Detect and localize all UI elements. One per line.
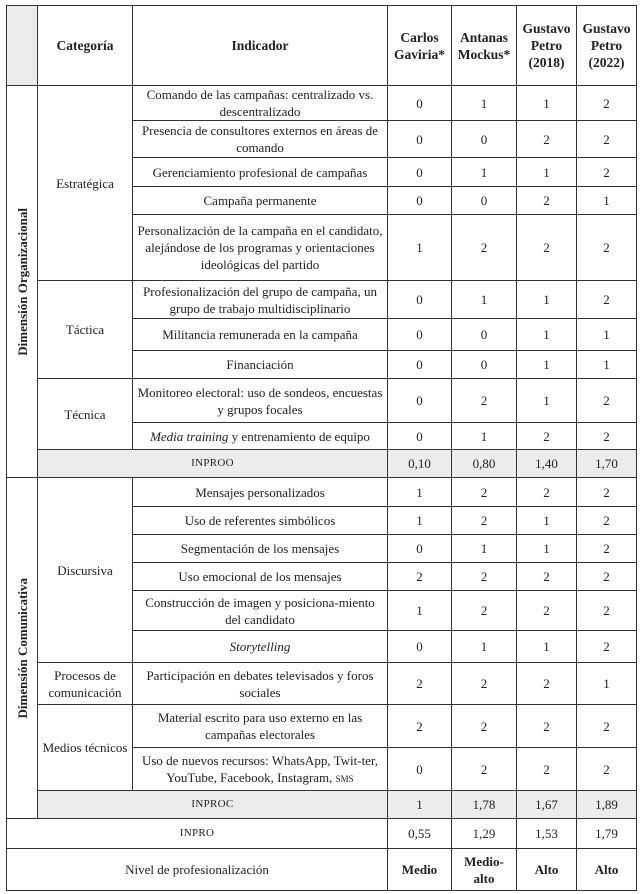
category-cell: Táctica (38, 281, 133, 379)
indicator-cell (133, 215, 388, 281)
table-row (7, 705, 637, 748)
header-row (7, 6, 637, 86)
score-cell: 1 (517, 507, 577, 535)
score-cell: 0 (388, 379, 452, 423)
score-cell: 1 (577, 351, 637, 379)
subtotal-value: 0,10 (388, 450, 452, 478)
score-cell: 1 (452, 535, 517, 563)
score-cell: 2 (388, 705, 452, 748)
level-row-value: Medio (388, 849, 452, 891)
subtotal-row (7, 791, 637, 819)
score-cell: 0 (388, 121, 452, 158)
subtotal-value: 1,70 (577, 450, 637, 478)
indicator-cell (133, 86, 388, 121)
indicator-text: Comando de las campañas: centralizado vs. descentralizado (146, 87, 374, 119)
score-cell: 2 (517, 591, 577, 631)
score-cell: 1 (452, 423, 517, 450)
indicator-cell (133, 705, 388, 748)
subtotal-row (7, 450, 637, 478)
score-cell: 0 (452, 351, 517, 379)
indicator-text: Profesionalización del grupo de campaña, un grupo de trabajo multidisciplinario (143, 283, 377, 316)
score-cell: 1 (517, 281, 577, 319)
total-row-value: 1,79 (577, 819, 637, 849)
total-row-value: 0,55 (388, 819, 452, 849)
score-cell: 1 (388, 507, 452, 535)
indicator-text: Presencia de consultores externos en áreas de comando (141, 123, 379, 155)
score-cell: 2 (577, 423, 637, 450)
score-cell: 0 (388, 187, 452, 215)
indicator-cell (133, 563, 388, 591)
score-cell: 2 (452, 379, 517, 423)
score-cell: 2 (452, 507, 517, 535)
score-cell: 0 (452, 187, 517, 215)
score-cell: 0 (388, 748, 452, 791)
score-cell: 2 (577, 591, 637, 631)
score-cell: 0 (388, 535, 452, 563)
indicator-text: Uso emocional de los mensajes (178, 569, 342, 584)
score-cell: 1 (517, 631, 577, 663)
table-row (7, 478, 637, 507)
indicator-text: Financiación (226, 357, 294, 372)
score-cell: 2 (577, 86, 637, 121)
score-cell: 2 (517, 423, 577, 450)
indicator-cell (133, 158, 388, 187)
professionalization-table (6, 5, 637, 891)
subtotal-value: 1,67 (517, 791, 577, 819)
indicator-text: Monitoreo electoral: uso de sondeos, encuestas y grupos focales (137, 384, 383, 417)
subtotal-label: INPROO (38, 450, 388, 478)
indicator-text: Uso de nuevos recursos: WhatsApp, Twit-ter, YouTube, Facebook, Instagram, (141, 753, 379, 785)
score-cell: 2 (517, 478, 577, 507)
score-cell: 2 (517, 663, 577, 705)
score-cell: 0 (388, 631, 452, 663)
indicator-cell (133, 281, 388, 319)
total-row-label: INPRO (7, 819, 388, 849)
score-cell: 1 (452, 631, 517, 663)
score-cell: 2 (577, 281, 637, 319)
score-cell: 1 (577, 319, 637, 351)
header-candidate: Gustavo Petro (2018) (517, 6, 577, 86)
subtotal-value: 1,89 (577, 791, 637, 819)
score-cell: 1 (388, 215, 452, 281)
indicator-cell (133, 535, 388, 563)
indicator-cell (133, 663, 388, 705)
indicator-text: Campaña permanente (203, 193, 317, 208)
indicator-text: Media training (150, 428, 229, 444)
score-cell: 1 (388, 478, 452, 507)
score-cell: 1 (517, 158, 577, 187)
score-cell: 2 (452, 748, 517, 791)
score-cell: 0 (388, 319, 452, 351)
score-cell: 1 (517, 86, 577, 121)
score-cell: 1 (452, 281, 517, 319)
score-cell: 1 (452, 86, 517, 121)
indicator-text: sms (335, 770, 354, 785)
indicator-cell (133, 631, 388, 663)
subtotal-value: 1 (388, 791, 452, 819)
dimension-cell (7, 478, 38, 819)
score-cell: 2 (517, 121, 577, 158)
score-cell: 2 (577, 535, 637, 563)
score-cell: 0 (388, 351, 452, 379)
indicator-text: Construcción de imagen y posiciona-miento del candidato (145, 594, 375, 627)
score-cell: 0 (388, 86, 452, 121)
subtotal-value: 1,78 (452, 791, 517, 819)
subtotal-label: INPROC (38, 791, 388, 819)
indicator-text: Personalización de la campaña en el candidato, alejándose de los programas y orientaciones ideológicas del partido (137, 223, 383, 272)
score-cell: 2 (388, 663, 452, 705)
subtotal-value: 1,40 (517, 450, 577, 478)
indicator-cell (133, 591, 388, 631)
indicator-cell (133, 319, 388, 351)
score-cell: 0 (388, 423, 452, 450)
score-cell: 1 (577, 187, 637, 215)
indicator-text: Mensajes personalizados (195, 484, 325, 500)
total-row (7, 819, 637, 849)
score-cell: 2 (577, 215, 637, 281)
score-cell: 2 (517, 563, 577, 591)
table-row (7, 663, 637, 705)
indicator-cell (133, 379, 388, 423)
score-cell: 2 (577, 121, 637, 158)
indicator-cell (133, 748, 388, 791)
score-cell: 0 (452, 319, 517, 351)
score-cell: 0 (388, 281, 452, 319)
header-indicator: Indicador (133, 6, 388, 86)
score-cell: 1 (517, 535, 577, 563)
indicator-cell (133, 507, 388, 535)
indicator-text: Segmentación de los mensajes (180, 541, 340, 556)
score-cell: 2 (577, 158, 637, 187)
dimension-label: Dimensión Organizacional (14, 207, 30, 356)
total-row-value: 1,53 (517, 819, 577, 849)
level-row-value: Alto (517, 849, 577, 891)
score-cell: 1 (577, 663, 637, 705)
score-cell: 2 (452, 591, 517, 631)
indicator-text: y entrenamiento de equipo (228, 428, 370, 444)
category-cell: Procesos de comunicación (38, 663, 133, 705)
table-row (7, 281, 637, 319)
dimension-cell (7, 86, 38, 478)
header-candidate: Carlos Gaviria* (388, 6, 452, 86)
header-candidate: Gustavo Petro (2022) (577, 6, 637, 86)
score-cell: 1 (517, 379, 577, 423)
category-cell: Técnica (38, 379, 133, 450)
header-candidate: Antanas Mockus* (452, 6, 517, 86)
score-cell: 2 (517, 187, 577, 215)
total-row-value: 1,29 (452, 819, 517, 849)
score-cell: 2 (388, 563, 452, 591)
level-row-label: Nivel de profesionalización (7, 849, 388, 891)
score-cell: 2 (577, 478, 637, 507)
header-dimension (7, 6, 38, 86)
table-row (7, 379, 637, 423)
indicator-text: Militancia remunerada en la campaña (162, 327, 358, 342)
table-row (7, 86, 637, 121)
indicator-text: Material escrito para uso externo en las campañas electorales (157, 710, 363, 742)
indicator-text: Participación en debates televisados y foros sociales (146, 667, 374, 700)
level-row (7, 849, 637, 891)
score-cell: 1 (388, 591, 452, 631)
category-cell: Discursiva (38, 478, 133, 663)
indicator-cell (133, 423, 388, 450)
score-cell: 2 (452, 563, 517, 591)
dimension-label: Dimensión Comunicativa (14, 577, 30, 719)
score-cell: 1 (517, 351, 577, 379)
indicator-cell (133, 351, 388, 379)
category-cell: Estratégica (38, 86, 133, 281)
indicator-cell (133, 187, 388, 215)
score-cell: 2 (452, 478, 517, 507)
score-cell: 2 (452, 663, 517, 705)
level-row-value: Medio-alto (452, 849, 517, 891)
score-cell: 0 (388, 158, 452, 187)
score-cell: 2 (452, 215, 517, 281)
score-cell: 2 (517, 705, 577, 748)
score-cell: 2 (452, 705, 517, 748)
indicator-text: Uso de referentes simbólicos (184, 513, 336, 528)
score-cell: 1 (517, 319, 577, 351)
score-cell: 2 (517, 215, 577, 281)
score-cell: 2 (577, 705, 637, 748)
score-cell: 2 (577, 507, 637, 535)
category-cell: Medios técnicos (38, 705, 133, 791)
table-body (7, 6, 637, 891)
subtotal-value: 0,80 (452, 450, 517, 478)
score-cell: 2 (517, 748, 577, 791)
level-row-value: Alto (577, 849, 637, 891)
indicator-cell (133, 121, 388, 158)
score-cell: 0 (452, 121, 517, 158)
indicator-cell (133, 478, 388, 507)
score-cell: 2 (577, 631, 637, 663)
indicator-text: Storytelling (229, 639, 291, 654)
score-cell: 2 (577, 563, 637, 591)
indicator-text: Gerenciamiento profesional de campañas (152, 164, 368, 180)
score-cell: 2 (577, 379, 637, 423)
score-cell: 1 (452, 158, 517, 187)
score-cell: 2 (577, 748, 637, 791)
header-category: Categoría (38, 6, 133, 86)
